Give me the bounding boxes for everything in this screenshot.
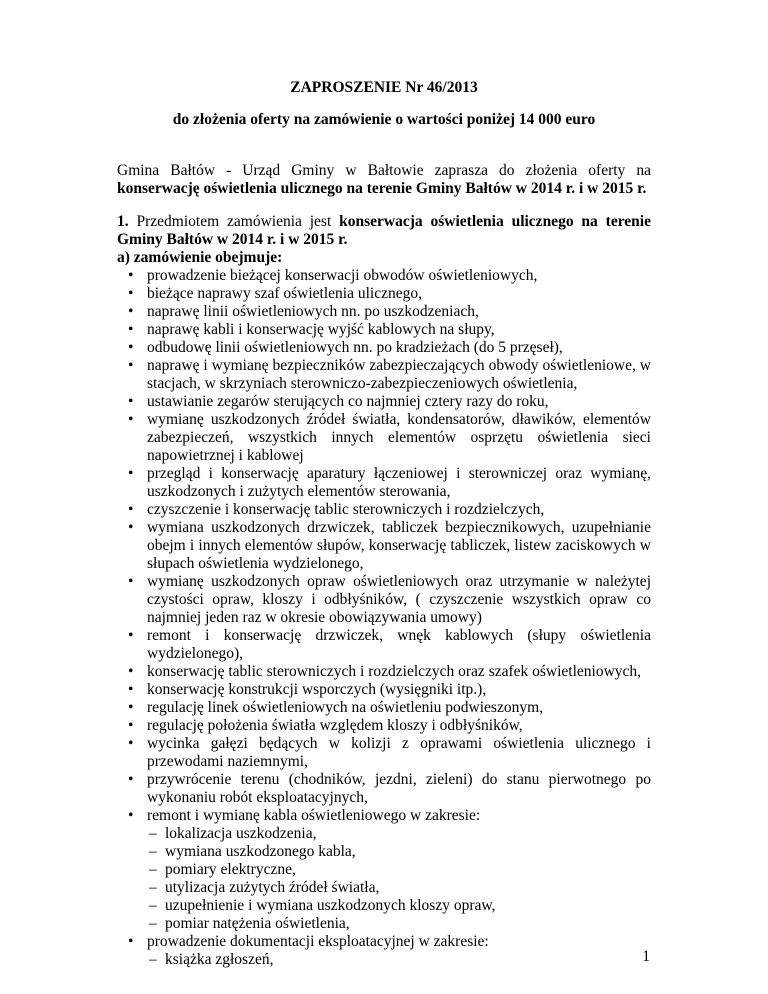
- list-item: • odbudowę linii oświetleniowych nn. po kradzieżach (do 5 przęseł),: [117, 339, 651, 357]
- list-item: • konserwację tablic sterowniczych i rozdzielczych oraz szafek oświetleniowych,: [117, 663, 651, 681]
- list-item: • wymianę uszkodzonych opraw oświetleniowych oraz utrzymanie w należytej czystości opraw, kloszy i odbłyśników, ( czyszczenie wszystkich opraw co najmniej jeden raz w okresie obowiązywania umowy): [117, 573, 651, 627]
- sublist-item: – pomiar natężenia oświetlenia,: [147, 915, 651, 933]
- sublist-item: – książka zgłoszeń,: [147, 951, 651, 969]
- list-item: • wymiana uszkodzonych drzwiczek, tabliczek bezpiecznikowych, uzupełnianie obejm i innych elementów słupów, konserwację tabliczek, listew zaciskowych w słupach oświetlenia wydzielonego,: [117, 519, 651, 573]
- list-item-docs: [117, 933, 651, 969]
- section-1: [117, 213, 651, 969]
- sublist-item: – wymiana uszkodzonego kabla,: [147, 843, 651, 861]
- intro-text: Gmina Bałtów - Urząd Gminy w Bałtowie zaprasza do złożenia oferty na: [117, 162, 651, 179]
- intro-bold-text: konserwację oświetlenia ulicznego na terenie Gminy Bałtów w 2014 r. i w 2015 r.: [117, 180, 647, 197]
- list-item-text: remont i wymianę kabla oświetleniowego w zakresie:: [147, 807, 481, 824]
- document-subtitle: do złożenia oferty na zamówienie o wartości poniżej 14 000 euro: [172, 111, 596, 128]
- list-item: • wymianę uszkodzonych źródeł światła, kondensatorów, dławików, elementów zabezpieczeń, wszystkich innych elementów osprzętu oświetlenia sieci napowietrznej i kablowej: [117, 411, 651, 465]
- sublist-item: – utylizacja zużytych źródeł światła,: [147, 879, 651, 897]
- sublist-item: – uzupełnienie i wymiana uszkodzonych kloszy opraw,: [147, 897, 651, 915]
- list-item: • naprawę kabli i konserwację wyjść kablowych na słupy,: [117, 321, 651, 339]
- scope-list: [117, 267, 651, 969]
- list-item: • konserwację konstrukcji wsporczych (wysięgniki itp.),: [117, 681, 651, 699]
- section-1-number: 1.: [117, 213, 129, 230]
- document-title: ZAPROSZENIE Nr 46/2013: [290, 79, 478, 96]
- docs-sublist: [147, 951, 651, 969]
- list-item: • regulację położenia światła względem kloszy i odbłyśników,: [117, 717, 651, 735]
- intro-paragraph: [117, 162, 651, 198]
- list-item-text: prowadzenie dokumentacji eksploatacyjnej w zakresie:: [147, 933, 489, 950]
- sublist-item: – pomiary elektryczne,: [147, 861, 651, 879]
- list-item-cable: [117, 807, 651, 933]
- list-item: • naprawę i wymianę bezpieczników zabezpieczających obwody oświetleniowe, w stacjach, w skrzyniach sterowniczo-zabezpieczeniowych oświetlenia,: [117, 357, 651, 393]
- list-item: • ustawianie zegarów sterujących co najmniej cztery razy do roku,: [117, 393, 651, 411]
- list-item: • bieżące naprawy szaf oświetlenia ulicznego,: [117, 285, 651, 303]
- list-item: • przywrócenie terenu (chodników, jezdni, zieleni) do stanu pierwotnego po wykonaniu robót eksploatacyjnych,: [117, 771, 651, 807]
- list-item: • prowadzenie bieżącej konserwacji obwodów oświetleniowych,: [117, 267, 651, 285]
- list-item: • wycinka gałęzi będących w kolizji z oprawami oświetlenia ulicznego i przewodami naziemnymi,: [117, 735, 651, 771]
- list-item: • czyszczenie i konserwację tablic sterowniczych i rozdzielczych,: [117, 501, 651, 519]
- list-item: • naprawę linii oświetleniowych nn. po uszkodzeniach,: [117, 303, 651, 321]
- section-1-bold-text: konserwacja oświetlenia ulicznego na terenie Gminy Bałtów w 2014 r. i w 2015 r.: [117, 213, 651, 248]
- list-item: • remont i konserwację drzwiczek, wnęk kablowych (słupy oświetlenia wydzielonego),: [117, 627, 651, 663]
- list-item: • regulację linek oświetleniowych na oświetleniu podwieszonym,: [117, 699, 651, 717]
- section-1-text: Przedmiotem zamówienia jest: [128, 213, 340, 230]
- section-1-lead: [117, 213, 651, 249]
- sublist-item: – lokalizacja uszkodzenia,: [147, 825, 651, 843]
- page-number: 1: [642, 948, 650, 965]
- list-item: • przegląd i konserwację aparatury łączeniowej i sterowniczej oraz wymianę, uszkodzonych i zużytych elementów sterowania,: [117, 465, 651, 501]
- section-1-subheading: a) zamówienie obejmuje:: [117, 249, 283, 266]
- cable-sublist: [147, 825, 651, 933]
